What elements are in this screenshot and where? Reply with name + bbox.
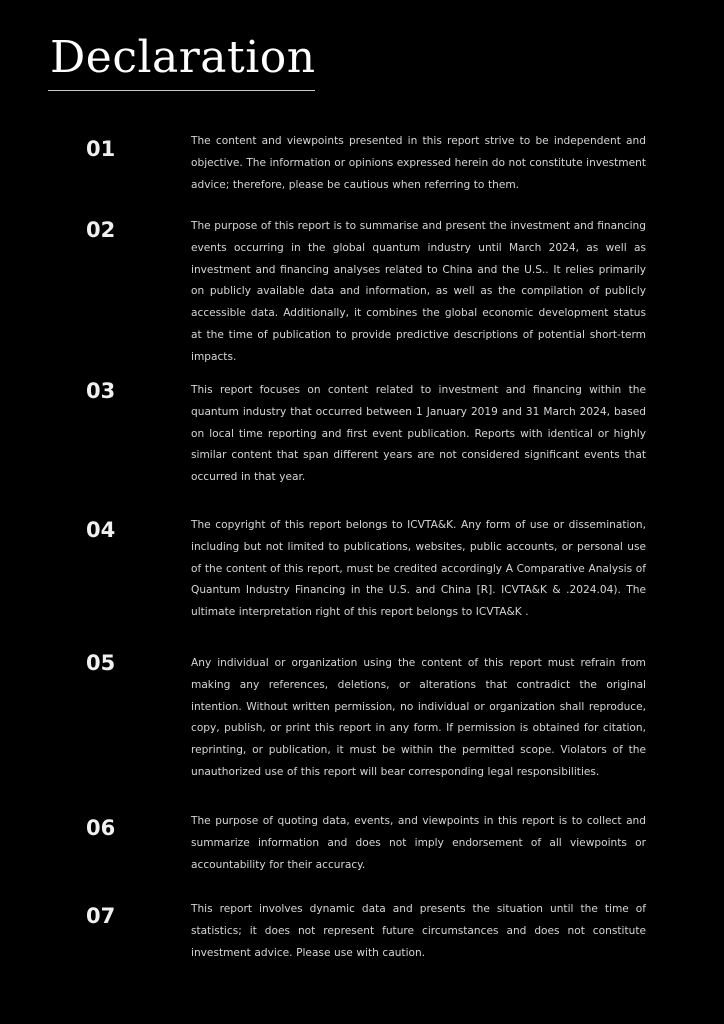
item-text: The content and viewpoints presented in this report strive to be independent and objective. The information or opinions expressed herein do not constitute investment advice; therefore, please be cautious when referring to them. bbox=[191, 135, 646, 191]
title-underline bbox=[48, 90, 315, 91]
item-text: The copyright of this report belongs to ICVTA&K. Any form of use or dissemination, including but not limited to publications, websites, public accounts, or personal use of the content of this report, must be credited accordingly A Comparative Analysis of Quantum Industry Financing in the U.S. and China [R]. ICVTA&K & .2024.04). The ultimate interpretation right of this report belongs to ICVTA&K . bbox=[191, 519, 646, 619]
item-text: Any individual or organization using the content of this report must refrain from making any references, deletions, or alterations that contradict the original intention. Without written permission, no individual or organization shall reproduce, copy, publish, or print this report in any form. If permission is obtained for citation, reprinting, or publication, it must be within the permitted scope. Violators of the unauthorized use of this report will bear corresponding legal responsibilities. bbox=[191, 657, 646, 778]
item-number: 04 bbox=[86, 518, 116, 542]
item-text: The purpose of quoting data, events, and viewpoints in this report is to collect and summarize information and does not imply endorsement of all viewpoints or accountability for their accuracy. bbox=[191, 815, 646, 871]
item-number: 07 bbox=[86, 904, 116, 928]
page-title: Declaration bbox=[50, 32, 316, 83]
item-number: 05 bbox=[86, 651, 116, 675]
item-number: 01 bbox=[86, 137, 116, 161]
item-number: 02 bbox=[86, 218, 116, 242]
item-text: The purpose of this report is to summarise and present the investment and financing events occurring in the global quantum industry until March 2024, as well as investment and financing analyses related to China and the U.S.. It relies primarily on publicly available data and information, as well as the compilation of publicly accessible data. Additionally, it combines the global economic development status at the time of publication to provide predictive descriptions of potential short-term impacts. bbox=[191, 220, 646, 363]
item-number: 03 bbox=[86, 379, 116, 403]
item-text: This report focuses on content related to investment and financing within the quantum industry that occurred between 1 January 2019 and 31 March 2024, based on local time reporting and first event publication. Reports with identical or highly similar content that span different years are not considered significant events that occurred in that year. bbox=[191, 384, 646, 484]
item-text: This report involves dynamic data and presents the situation until the time of statistics; it does not represent future circumstances and does not constitute investment advice. Please use with caution. bbox=[191, 903, 646, 959]
item-number: 06 bbox=[86, 816, 116, 840]
